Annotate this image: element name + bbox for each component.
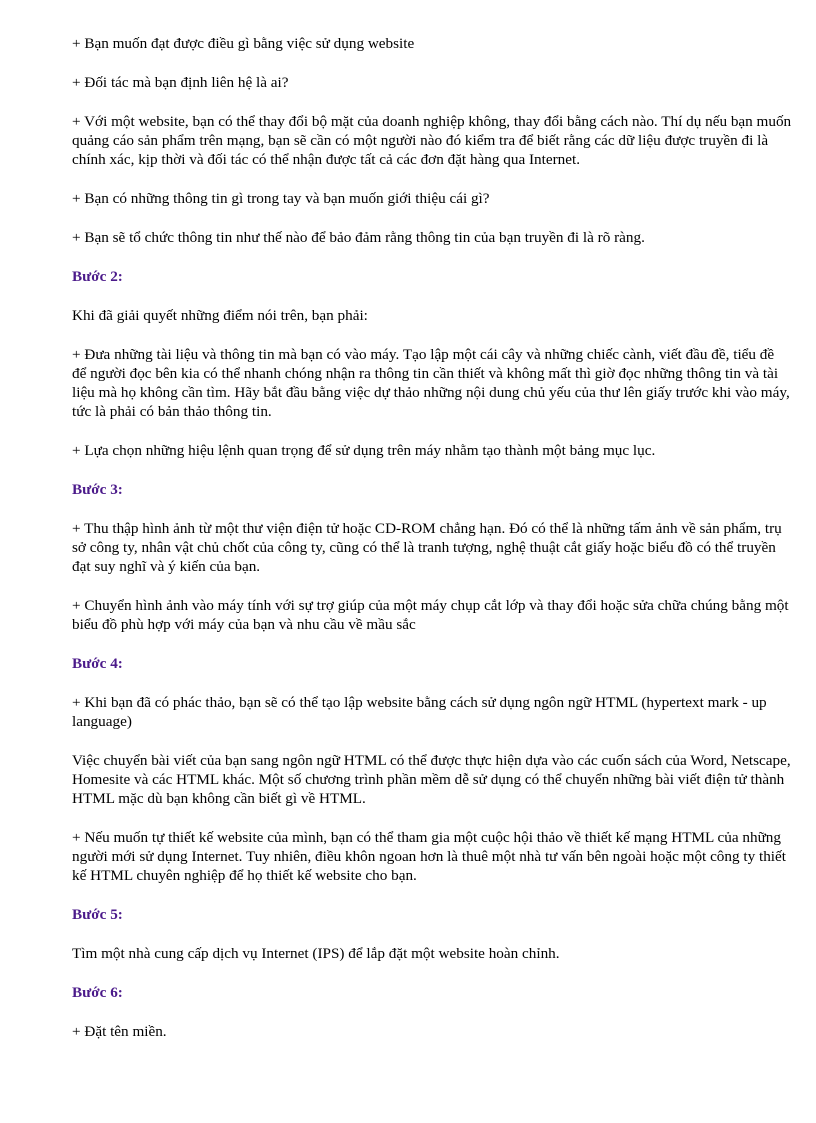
paragraph-select-commands: + Lựa chọn những hiệu lệnh quan trọng để sử dụng trên máy nhằm tạo thành một bảng mục lục. (72, 442, 656, 459)
paragraph-goal: + Bạn muốn đạt được điều gì bằng việc sử dụng website (72, 35, 415, 52)
paragraph-input-documents: + Đưa những tài liệu và thông tin mà bạn có vào máy. Tạo lập một cái cây và những chiếc cành, viết đầu đề, tiểu đề để người đọc bên kia có thể nhanh chóng nhận ra thông tin cần thiết và không mất thì giờ đọc những thông tin và tài liệu mà họ không cần tìm. Hãy bắt đầu bằng việc dự thảo những nội dung chủ yếu của thư lên giấy trước khi vào máy, tức là phải có bản thảo thông tin. (72, 346, 790, 420)
paragraph-convert-html: Việc chuyển bài viết của bạn sang ngôn ngữ HTML có thể được thực hiện dựa vào các cuốn sách của Word, Netscape, Homesite và các HTML khác. Một số chương trình phần mềm dễ sử dụng có thể chuyển những bài viết điện tử thành HTML mặc dù bạn không cần biết gì về HTML. (72, 752, 791, 807)
step-2-heading: Bước 2: (72, 268, 123, 285)
paragraph-business-image: + Với một website, bạn có thể thay đổi bộ mặt của doanh nghiệp không, thay đổi bằng cách nào. Thí dụ nếu bạn muốn quảng cáo sản phẩm trên mạng, bạn sẽ cần có một người nào đó kiểm tra để biết rằng các dữ liệu được truyền đi là chính xác, kịp thời và đối tác có thể nhận được tất cả các đơn đặt hàng qua Internet. (72, 113, 792, 168)
step-3-heading: Bước 3: (72, 481, 123, 498)
step-5-heading: Bước 5: (72, 906, 123, 923)
step-4-heading: Bước 4: (72, 655, 123, 672)
paragraph-collect-images: + Thu thập hình ảnh từ một thư viện điện tử hoặc CD-ROM chẳng hạn. Đó có thể là những tấm ảnh về sản phẩm, trụ sở công ty, nhân vật chủ chốt của công ty, cũng có thể là tranh tượng, nghệ thuật cắt giấy hoặc biểu đồ có thể truyền đạt suy nghĩ và ý kiến của bạn. (72, 520, 782, 575)
paragraph-domain-name: + Đặt tên miền. (72, 1023, 167, 1040)
paragraph-find-provider: Tìm một nhà cung cấp dịch vụ Internet (IPS) để lắp đặt một website hoàn chỉnh. (72, 945, 560, 962)
document-page (72, 34, 792, 1061)
paragraph-transfer-images: + Chuyển hình ảnh vào máy tính với sự trợ giúp của một máy chụp cắt lớp và thay đổi hoặc sửa chữa chúng bằng một biểu đồ phù hợp với máy của bạn và nhu cầu về mầu sắc (72, 597, 789, 633)
paragraph-partner: + Đối tác mà bạn định liên hệ là ai? (72, 74, 289, 91)
step-6-heading: Bước 6: (72, 984, 123, 1001)
paragraph-after-solving: Khi đã giải quyết những điểm nói trên, bạn phải: (72, 307, 368, 324)
paragraph-information: + Bạn có những thông tin gì trong tay và bạn muốn giới thiệu cái gì? (72, 190, 490, 207)
paragraph-organize-info: + Bạn sẽ tổ chức thông tin như thế nào để bảo đảm rằng thông tin của bạn truyền đi là rõ ràng. (72, 229, 645, 246)
paragraph-self-design: + Nếu muốn tự thiết kế website của mình, bạn có thể tham gia một cuộc hội thảo về thiết kế mạng HTML của những người mới sử dụng Internet. Tuy nhiên, điều khôn ngoan hơn là thuê một nhà tư vấn bên ngoài hoặc một công ty thiết kế HTML chuyên nghiệp để họ thiết kế website cho bạn. (72, 829, 786, 884)
paragraph-create-website: + Khi bạn đã có phác thảo, bạn sẽ có thể tạo lập website bằng cách sử dụng ngôn ngữ HTML (hypertext mark - up language) (72, 694, 767, 730)
